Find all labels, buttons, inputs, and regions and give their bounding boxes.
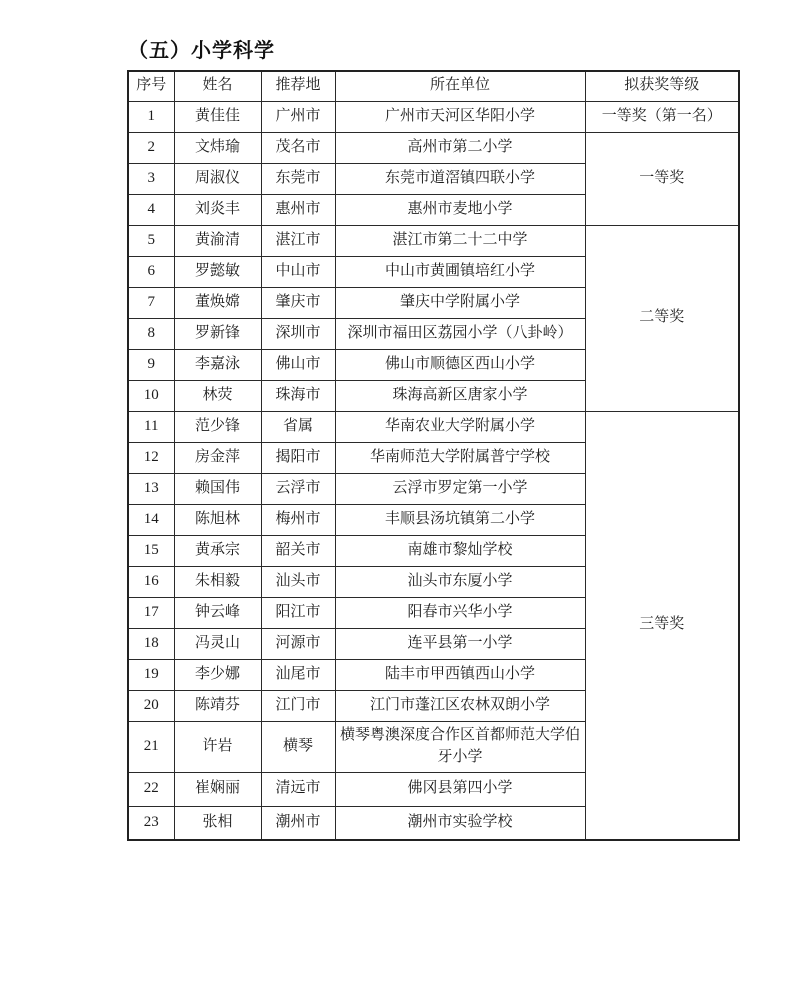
cell-index: 3 [128,163,174,194]
cell-index: 11 [128,411,174,442]
cell-name: 李嘉泳 [174,349,261,380]
cell-award-group-2: 一等奖 [585,132,739,225]
cell-index: 9 [128,349,174,380]
cell-index: 5 [128,225,174,256]
cell-unit: 中山市黄圃镇培红小学 [335,256,585,287]
header-award: 拟获奖等级 [585,71,739,101]
cell-place: 江门市 [261,690,335,721]
award-table [127,70,740,841]
section-title: （五）小学科学 [128,40,275,62]
cell-unit: 惠州市麦地小学 [335,194,585,225]
cell-index: 4 [128,194,174,225]
cell-index: 8 [128,318,174,349]
cell-name: 黄佳佳 [174,101,261,132]
cell-index: 2 [128,132,174,163]
cell-name: 周淑仪 [174,163,261,194]
cell-name: 钟云峰 [174,597,261,628]
cell-unit: 广州市天河区华阳小学 [335,101,585,132]
cell-place: 东莞市 [261,163,335,194]
table-row [128,101,739,132]
cell-place: 惠州市 [261,194,335,225]
cell-place: 河源市 [261,628,335,659]
cell-index: 20 [128,690,174,721]
cell-name: 文炜瑜 [174,132,261,163]
cell-place: 省属 [261,411,335,442]
cell-name: 林荧 [174,380,261,411]
cell-unit: 佛冈县第四小学 [335,772,585,806]
cell-place: 云浮市 [261,473,335,504]
cell-index: 16 [128,566,174,597]
cell-unit: 珠海高新区唐家小学 [335,380,585,411]
cell-index: 19 [128,659,174,690]
cell-index: 18 [128,628,174,659]
cell-index: 15 [128,535,174,566]
cell-unit: 湛江市第二十二中学 [335,225,585,256]
cell-name: 黄渝清 [174,225,261,256]
cell-unit: 阳春市兴华小学 [335,597,585,628]
cell-place: 中山市 [261,256,335,287]
cell-place: 湛江市 [261,225,335,256]
cell-name: 朱相毅 [174,566,261,597]
cell-index: 21 [128,721,174,772]
table-row [128,132,739,163]
cell-name: 李少娜 [174,659,261,690]
cell-index: 23 [128,806,174,840]
cell-place: 横琴 [261,721,335,772]
cell-unit: 华南农业大学附属小学 [335,411,585,442]
cell-name: 刘炎丰 [174,194,261,225]
cell-unit: 高州市第二小学 [335,132,585,163]
cell-index: 22 [128,772,174,806]
cell-unit: 深圳市福田区荔园小学（八卦岭） [335,318,585,349]
cell-name: 赖国伟 [174,473,261,504]
cell-place: 揭阳市 [261,442,335,473]
header-unit: 所在单位 [335,71,585,101]
table-row [128,225,739,256]
cell-index: 7 [128,287,174,318]
cell-place: 梅州市 [261,504,335,535]
cell-unit: 陆丰市甲西镇西山小学 [335,659,585,690]
cell-place: 汕尾市 [261,659,335,690]
cell-place: 茂名市 [261,132,335,163]
cell-unit: 连平县第一小学 [335,628,585,659]
cell-unit: 汕头市东厦小学 [335,566,585,597]
cell-unit: 南雄市黎灿学校 [335,535,585,566]
cell-unit: 华南师范大学附属普宁学校 [335,442,585,473]
cell-index: 14 [128,504,174,535]
cell-name: 陈靖芬 [174,690,261,721]
cell-name: 许岩 [174,721,261,772]
cell-index: 1 [128,101,174,132]
cell-unit: 潮州市实验学校 [335,806,585,840]
cell-place: 深圳市 [261,318,335,349]
cell-name: 董焕嫦 [174,287,261,318]
cell-name: 张相 [174,806,261,840]
cell-name: 陈旭林 [174,504,261,535]
cell-name: 冯灵山 [174,628,261,659]
cell-index: 6 [128,256,174,287]
cell-place: 阳江市 [261,597,335,628]
cell-place: 珠海市 [261,380,335,411]
table-row [128,411,739,442]
cell-place: 韶关市 [261,535,335,566]
cell-place: 佛山市 [261,349,335,380]
cell-index: 10 [128,380,174,411]
cell-place: 潮州市 [261,806,335,840]
cell-name: 罗懿敏 [174,256,261,287]
cell-unit: 云浮市罗定第一小学 [335,473,585,504]
cell-name: 崔娴丽 [174,772,261,806]
header-name: 姓名 [174,71,261,101]
cell-award-group-4: 三等奖 [585,411,739,840]
header-index: 序号 [128,71,174,101]
cell-unit: 江门市蓬江区农林双朗小学 [335,690,585,721]
cell-name: 房金萍 [174,442,261,473]
cell-unit: 东莞市道滘镇四联小学 [335,163,585,194]
header-place: 推荐地 [261,71,335,101]
cell-award-group-1: 一等奖（第一名） [585,101,739,132]
cell-name: 黄承宗 [174,535,261,566]
cell-place: 肇庆市 [261,287,335,318]
cell-unit: 佛山市顺德区西山小学 [335,349,585,380]
cell-unit: 横琴粤澳深度合作区首都师范大学伯牙小学 [335,721,585,772]
cell-name: 范少锋 [174,411,261,442]
cell-place: 广州市 [261,101,335,132]
cell-index: 17 [128,597,174,628]
cell-unit: 丰顺县汤坑镇第二小学 [335,504,585,535]
cell-place: 汕头市 [261,566,335,597]
cell-name: 罗新锋 [174,318,261,349]
cell-unit: 肇庆中学附属小学 [335,287,585,318]
cell-index: 12 [128,442,174,473]
cell-award-group-3: 二等奖 [585,225,739,411]
cell-place: 清远市 [261,772,335,806]
table-header-row [128,71,739,101]
cell-index: 13 [128,473,174,504]
